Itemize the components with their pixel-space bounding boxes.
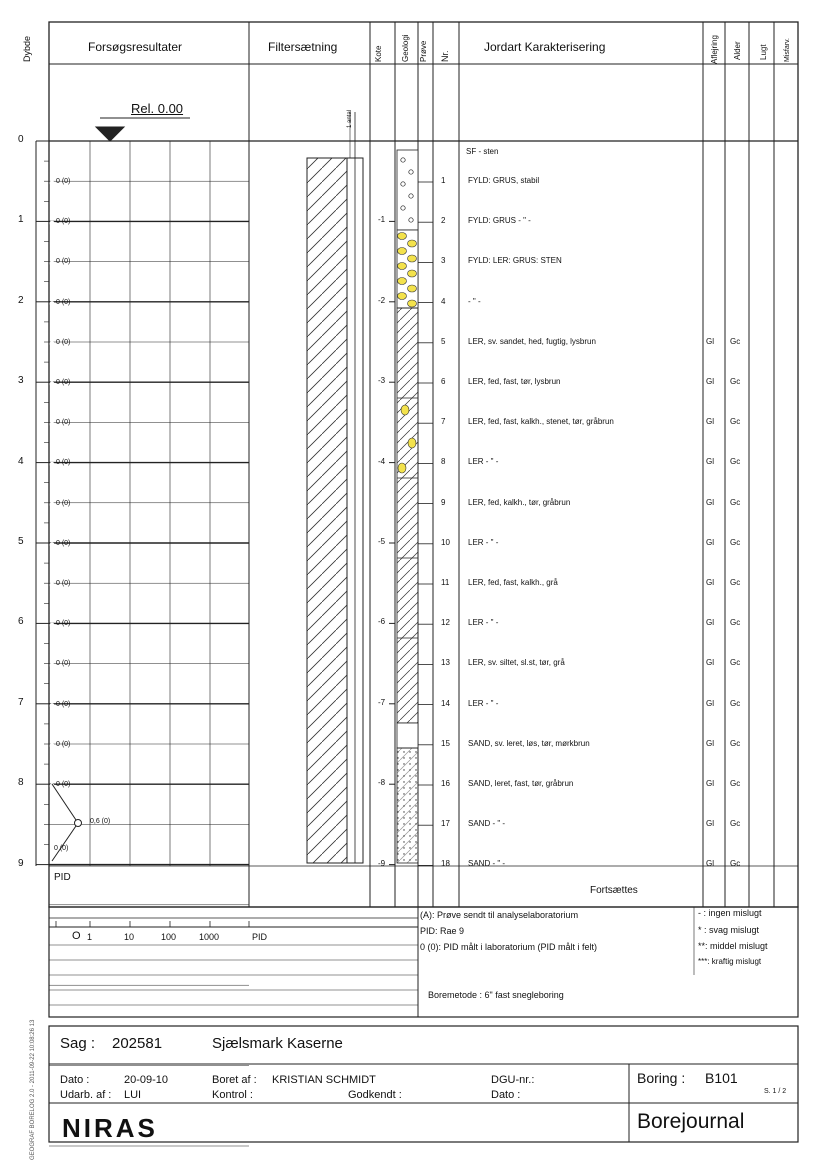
depth-tick-9: 9 bbox=[18, 857, 24, 869]
depth-tick-4: 4 bbox=[18, 455, 24, 467]
sample-nr-11: 12 bbox=[441, 618, 450, 628]
kote-tick-4: -5 bbox=[378, 537, 386, 546]
pid-reading-4: 0 (0) bbox=[56, 338, 71, 346]
pid-reading-3: 0 (0) bbox=[56, 298, 71, 306]
sample-desc-13: LER - " - bbox=[468, 698, 499, 708]
sample-nr-9: 10 bbox=[441, 537, 450, 547]
pid-reading-14: 0 (0) bbox=[56, 740, 71, 748]
kote-tick-0: -1 bbox=[378, 215, 386, 225]
sample-nr-16: 17 bbox=[441, 819, 450, 829]
sample-alder-7: Gc bbox=[730, 457, 741, 467]
sample-nr-1: 2 bbox=[441, 216, 446, 226]
sample-aflejring-12: Gl bbox=[706, 658, 714, 668]
sample-nr-7: 8 bbox=[441, 457, 446, 467]
sample-aflejring-4: Gl bbox=[706, 336, 714, 346]
sample-desc-1: FYLD: GRUS - " - bbox=[468, 216, 531, 226]
sample-alder-14: Gc bbox=[730, 738, 741, 748]
sample-desc-4: LER, sv. sandet, hed, fugtig, lysbrun bbox=[468, 336, 596, 346]
depth-axis-label: Dybde bbox=[22, 35, 32, 62]
sample-desc-11: LER - " - bbox=[468, 618, 499, 628]
sample-aflejring-5: Gl bbox=[706, 377, 714, 386]
sample-desc-6: LER, fed, fast, kalkh., stenet, tør, gråbrun bbox=[468, 417, 614, 427]
sample-nr-12: 13 bbox=[441, 658, 450, 668]
pid-reading-11: 0 (0) bbox=[56, 620, 71, 628]
sheet-number: S. 1 / 2 bbox=[764, 1088, 787, 1095]
sample-nr-2: 3 bbox=[441, 256, 446, 266]
sample-aflejring-14: Gl bbox=[706, 738, 714, 748]
godkendt-label: Godkendt : bbox=[348, 1089, 402, 1101]
depth-tick-6: 6 bbox=[18, 616, 24, 628]
depth-tick-1: 1 bbox=[18, 214, 24, 226]
sag-number: 202581 bbox=[112, 1035, 163, 1052]
scale-100: 100 bbox=[161, 932, 177, 942]
sample-desc-3: - " - bbox=[468, 296, 481, 306]
kote-tick-1: -2 bbox=[378, 295, 386, 305]
sample-aflejring-8: Gl bbox=[706, 497, 714, 507]
sample-aflejring-17: Gl bbox=[706, 859, 714, 869]
dato-label: Dato : bbox=[60, 1074, 90, 1086]
pid-reading-1: 0 (0) bbox=[56, 218, 71, 226]
sample-desc-10: LER, fed, fast, kalkh., grå bbox=[468, 578, 558, 587]
sample-aflejring-7: Gl bbox=[706, 457, 714, 467]
odour-strong: ***: kraftig mislugt bbox=[698, 957, 762, 966]
pid-reading-12: 0 (0) bbox=[56, 660, 71, 668]
scale-origin: O bbox=[72, 930, 81, 942]
legend-a: (A): Prøve sendt til analyselaboratorium bbox=[420, 910, 579, 920]
sample-alder-15: Gc bbox=[730, 779, 741, 788]
sample-desc-5: LER, fed, fast, tør, lysbrun bbox=[468, 377, 561, 386]
kote-tick-7: -8 bbox=[378, 778, 386, 788]
sample-desc-14: SAND, sv. leret, løs, tør, mørkbrun bbox=[468, 738, 590, 748]
sample-nr-3: 4 bbox=[441, 296, 446, 306]
sample-alder-11: Gc bbox=[730, 618, 741, 628]
dato2-label: Dato : bbox=[491, 1089, 521, 1101]
sample-nr-0: 1 bbox=[441, 176, 446, 185]
col-prove-header: Prøve bbox=[419, 40, 428, 62]
sample-desc-9: LER - " - bbox=[468, 537, 499, 547]
sample-aflejring-11: Gl bbox=[706, 618, 714, 628]
depth-tick-2: 2 bbox=[18, 294, 24, 306]
col-misfarv-header: Misfarv. bbox=[784, 38, 791, 62]
scale-10: 10 bbox=[124, 932, 135, 942]
reference-level: Rel. 0.00 bbox=[131, 101, 184, 116]
sample-alder-5: Gc bbox=[730, 377, 741, 386]
kote-tick-6: -7 bbox=[378, 697, 386, 707]
sample-desc-15: SAND, leret, fast, tør, gråbrun bbox=[468, 779, 574, 788]
legend-pid: PID: Rae 9 bbox=[420, 926, 465, 936]
kontrol-label: Kontrol : bbox=[212, 1089, 253, 1101]
sample-alder-4: Gc bbox=[730, 336, 741, 346]
depth-tick-7: 7 bbox=[18, 696, 24, 708]
legend-lab: 0 (0): PID målt i laboratorium (PID målt i felt) bbox=[420, 942, 598, 952]
boring-id: B101 bbox=[705, 1070, 738, 1086]
sample-aflejring-13: Gl bbox=[706, 698, 714, 708]
sample-nr-15: 16 bbox=[441, 779, 450, 788]
depth-tick-3: 3 bbox=[18, 375, 24, 387]
pid-reading-7: 0 (0) bbox=[56, 459, 71, 467]
sample-alder-10: Gc bbox=[730, 578, 741, 587]
depth-tick-5: 5 bbox=[18, 536, 24, 547]
pid-last-value: 0 (0) bbox=[54, 845, 69, 852]
col-kote-header: Kote bbox=[374, 45, 383, 62]
pid-reading-5: 0 (0) bbox=[56, 379, 71, 386]
sample-alder-8: Gc bbox=[730, 497, 741, 507]
sample-aflejring-6: Gl bbox=[706, 417, 714, 427]
dato-value: 20-09-10 bbox=[124, 1074, 169, 1086]
odour-none: - : ingen mislugt bbox=[698, 908, 762, 918]
pid-label: PID bbox=[54, 872, 71, 883]
sample-nr-17: 18 bbox=[441, 859, 450, 869]
depth-tick-0: 0 bbox=[18, 134, 24, 145]
col-geologi-header: Geologi bbox=[401, 34, 410, 62]
continues-label: Fortsættes bbox=[590, 885, 638, 896]
sample-aflejring-16: Gl bbox=[706, 819, 714, 829]
pid-reading-13: 0 (0) bbox=[56, 700, 71, 708]
boret-label: Boret af : bbox=[212, 1074, 257, 1086]
project-name: Sjælsmark Kaserne bbox=[212, 1035, 343, 1052]
sample-nr-10: 11 bbox=[441, 578, 450, 587]
sample-desc-8: LER, fed, kalkh., tør, gråbrun bbox=[468, 497, 571, 507]
col-jordart-header: Jordart Karakterisering bbox=[484, 40, 606, 54]
sample-alder-12: Gc bbox=[730, 658, 741, 668]
document-title: Borejournal bbox=[637, 1110, 745, 1133]
col-nr-header: Nr. bbox=[440, 50, 450, 62]
sample-alder-13: Gc bbox=[730, 698, 741, 708]
sag-label: Sag : bbox=[60, 1035, 96, 1052]
sample-desc-0: FYLD: GRUS, stabil bbox=[468, 176, 540, 185]
sample-nr-6: 7 bbox=[441, 417, 446, 427]
pid-reading-6: 0 (0) bbox=[56, 419, 71, 427]
col-filter-header: Filtersætning bbox=[268, 40, 338, 54]
pid-reading-2: 0 (0) bbox=[56, 258, 71, 266]
sample-alder-6: Gc bbox=[730, 417, 741, 427]
sample-desc-7: LER - " - bbox=[468, 457, 499, 467]
scale-unit: PID bbox=[252, 932, 268, 942]
odour-medium: **: middel mislugt bbox=[698, 941, 768, 951]
sample-aflejring-10: Gl bbox=[706, 578, 714, 587]
sample-desc-16: SAND - " - bbox=[468, 819, 506, 829]
sample-desc-12: LER, sv. siltet, sl.st, tør, grå bbox=[468, 658, 565, 668]
sample-aflejring-9: Gl bbox=[706, 537, 714, 547]
sample-alder-17: Gc bbox=[730, 859, 741, 869]
scale-1: 1 bbox=[87, 932, 93, 942]
col-lugt-header: Lugt bbox=[759, 44, 768, 60]
pid-reading-15: 0 (0) bbox=[56, 781, 71, 788]
filter-note: 1 antal bbox=[347, 109, 353, 128]
pid-reading-8: 0 (0) bbox=[56, 499, 71, 507]
sample-nr-13: 14 bbox=[441, 698, 450, 708]
sample-desc-17: SAND - " - bbox=[468, 859, 506, 869]
sample-aflejring-15: Gl bbox=[706, 779, 714, 788]
udarb-label: Udarb. af : bbox=[60, 1089, 112, 1101]
pid-reading-9: 0 (0) bbox=[56, 539, 71, 547]
sample-alder-16: Gc bbox=[730, 819, 741, 829]
depth-tick-8: 8 bbox=[18, 777, 24, 789]
legend-method: Boremetode : 6" fast snegleboring bbox=[428, 990, 564, 1000]
kote-tick-3: -4 bbox=[378, 456, 386, 466]
pid-peak-value: 0,6 (0) bbox=[90, 818, 111, 825]
col-alder-header: Alder bbox=[733, 41, 742, 60]
boring-label: Boring : bbox=[637, 1070, 686, 1086]
sample-nr-4: 5 bbox=[441, 336, 446, 346]
sample-nr-5: 6 bbox=[441, 377, 446, 386]
kote-tick-8: -9 bbox=[378, 858, 386, 868]
dgu-label: DGU-nr.: bbox=[491, 1074, 535, 1086]
sample-alder-9: Gc bbox=[730, 537, 741, 547]
margin-code: GEOGRAF BORELOG 2.0 - 2011-09-22 10:08:26 13 bbox=[30, 1019, 36, 1160]
odour-weak: * : svag mislugt bbox=[698, 925, 760, 935]
niras-logo: NIRAS bbox=[62, 1113, 158, 1143]
col-aflejring-header: Aflejring bbox=[710, 35, 719, 64]
kote-tick-2: -3 bbox=[378, 376, 386, 386]
sample-nr-8: 9 bbox=[441, 497, 446, 507]
udarb-value: LUI bbox=[124, 1089, 142, 1101]
pid-reading-0: 0 (0) bbox=[56, 178, 71, 185]
boret-value: KRISTIAN SCHMIDT bbox=[272, 1074, 376, 1086]
surface-note: SF - sten bbox=[466, 147, 499, 156]
scale-1000: 1000 bbox=[199, 932, 220, 942]
pid-reading-10: 0 (0) bbox=[56, 580, 71, 587]
kote-tick-5: -6 bbox=[378, 617, 386, 627]
col-results-header: Forsøgsresultater bbox=[88, 40, 183, 54]
sample-nr-14: 15 bbox=[441, 738, 450, 748]
sample-desc-2: FYLD: LER: GRUS: STEN bbox=[468, 256, 562, 266]
